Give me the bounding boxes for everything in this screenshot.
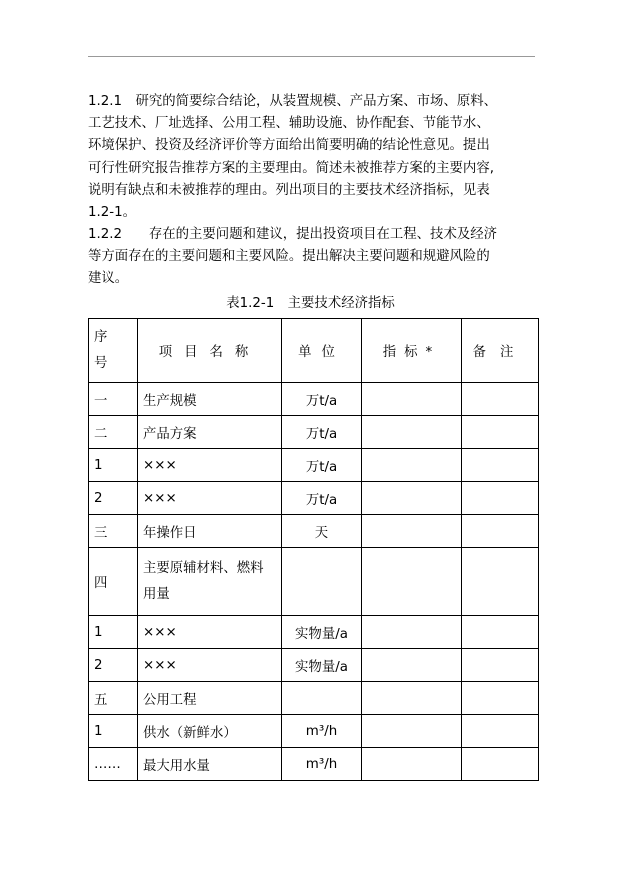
table-row <box>89 383 539 416</box>
cell-seq: 1 <box>89 715 138 748</box>
cell-index <box>362 616 462 649</box>
text-line: 环境保护、投资及经济评价等方面给出简要明确的结论性意见。提出 <box>88 138 490 154</box>
cell-seq: 2 <box>89 649 138 682</box>
cell-item: 年操作日 <box>138 515 282 548</box>
cell-index <box>362 416 462 449</box>
cell-note <box>462 548 539 616</box>
cell-item: 产品方案 <box>138 416 282 449</box>
cell-seq: 1 <box>89 449 138 482</box>
table-row <box>89 616 539 649</box>
cell-note <box>462 416 539 449</box>
header-index: 指标* <box>362 319 462 383</box>
cell-unit: 实物量/a <box>282 616 362 649</box>
table-row <box>89 748 539 781</box>
text-line: 说明有缺点和未被推荐的理由。列出项目的主要技术经济指标，见表 <box>88 182 490 198</box>
cell-seq: 四 <box>89 548 138 616</box>
cell-unit: 万t/a <box>282 449 362 482</box>
header-item: 项目名称 <box>138 319 282 383</box>
table-header-row <box>89 319 539 383</box>
cell-seq: 一 <box>89 383 138 416</box>
cell-note <box>462 449 539 482</box>
table-row <box>89 416 539 449</box>
table-row <box>89 649 539 682</box>
table-row <box>89 715 539 748</box>
header-note: 备注 <box>462 319 539 383</box>
page-header-rule <box>88 56 535 57</box>
cell-item: 生产规模 <box>138 383 282 416</box>
cell-seq: 1 <box>89 616 138 649</box>
text-line: 1.2-1。 <box>88 204 137 220</box>
cell-unit: 实物量/a <box>282 649 362 682</box>
cell-index <box>362 649 462 682</box>
cell-index <box>362 682 462 715</box>
cell-item: ××× <box>138 616 282 649</box>
text-line: 工艺技术、厂址选择、公用工程、辅助设施、协作配套、节能节水、 <box>88 116 490 132</box>
header-seq-line2: 号 <box>94 355 108 371</box>
text-line: 可行性研究报告推荐方案的主要理由。简述未被推荐方案的主要内容, <box>88 160 494 176</box>
cell-item: 最大用水量 <box>138 748 282 781</box>
cell-index <box>362 715 462 748</box>
cell-seq: …… <box>89 748 138 781</box>
cell-item: 公用工程 <box>138 682 282 715</box>
cell-item-line2: 用量 <box>143 586 170 602</box>
table-caption: 表1.2-1 主要技术经济指标 <box>226 296 395 311</box>
cell-note <box>462 682 539 715</box>
cell-note <box>462 715 539 748</box>
cell-note <box>462 482 539 515</box>
cell-seq: 二 <box>89 416 138 449</box>
cell-seq: 2 <box>89 482 138 515</box>
cell-index <box>362 482 462 515</box>
header-seq <box>89 319 138 383</box>
table-row <box>89 548 539 616</box>
header-seq-line1: 序 <box>94 329 108 345</box>
cell-unit <box>282 548 362 616</box>
cell-unit: 万t/a <box>282 416 362 449</box>
cell-index <box>362 383 462 416</box>
text-line: 等方面存在的主要问题和主要风险。提出解决主要问题和规避风险的 <box>88 249 490 265</box>
cell-index <box>362 515 462 548</box>
cell-item: ××× <box>138 449 282 482</box>
cell-unit: 万t/a <box>282 482 362 515</box>
cell-index <box>362 449 462 482</box>
table-row <box>89 682 539 715</box>
table-row <box>89 515 539 548</box>
cell-index <box>362 548 462 616</box>
table-row <box>89 482 539 515</box>
cell-seq: 五 <box>89 682 138 715</box>
cell-item: ××× <box>138 482 282 515</box>
cell-index <box>362 748 462 781</box>
paragraph-1-2-1 <box>88 91 538 224</box>
cell-note <box>462 748 539 781</box>
cell-item-line1: 主要原辅材料、燃料 <box>143 560 264 576</box>
header-unit: 单位 <box>282 319 362 383</box>
text-line: 1.2.2 存在的主要问题和建议，提出投资项目在工程、技术及经济 <box>88 227 498 242</box>
cell-item: ××× <box>138 649 282 682</box>
cell-note <box>462 515 539 548</box>
cell-seq: 三 <box>89 515 138 548</box>
tech-economic-table <box>88 318 539 781</box>
cell-item: 供水（新鲜水） <box>138 715 282 748</box>
cell-note <box>462 649 539 682</box>
cell-item <box>138 548 282 616</box>
cell-unit: 万t/a <box>282 383 362 416</box>
text-line: 建议。 <box>88 271 129 287</box>
table-row <box>89 449 539 482</box>
paragraph-1-2-2 <box>88 224 538 291</box>
cell-note <box>462 383 539 416</box>
cell-unit: m³/h <box>282 715 362 748</box>
text-line: 1.2.1 研究的简要综合结论，从装置规模、产品方案、市场、原料、 <box>88 94 498 109</box>
cell-unit: m³/h <box>282 748 362 781</box>
cell-note <box>462 616 539 649</box>
cell-unit <box>282 682 362 715</box>
cell-unit: 天 <box>282 515 362 548</box>
